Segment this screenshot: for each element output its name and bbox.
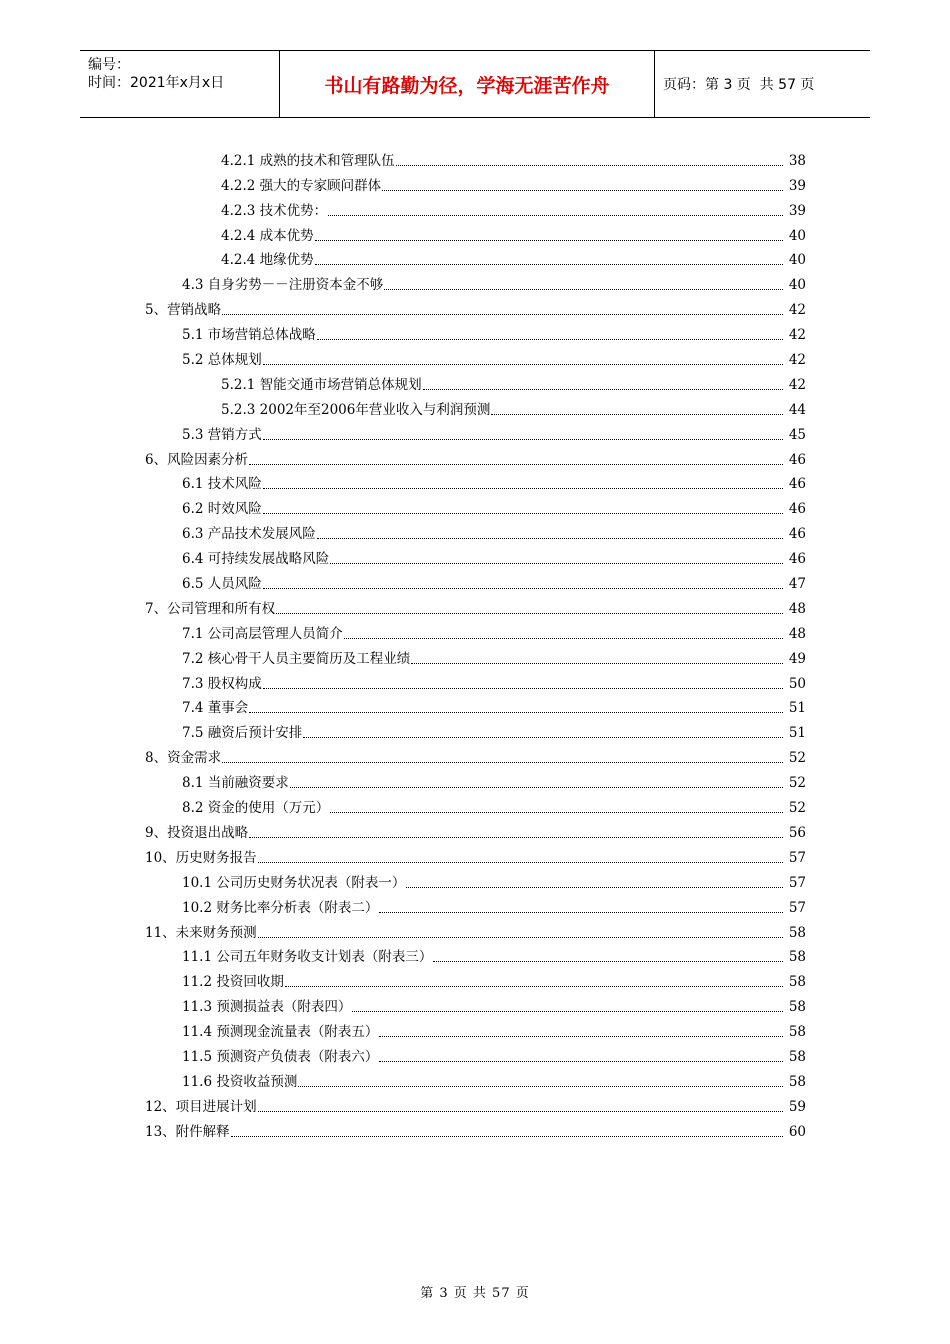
toc-leader-dots: [330, 811, 783, 813]
toc-entry-page: 52: [788, 775, 806, 792]
toc-leader-dots: [276, 612, 783, 614]
toc-entry[interactable]: [0, 867, 950, 892]
toc-entry-page: 40: [788, 252, 806, 269]
toc-entry[interactable]: [0, 643, 950, 668]
header-motto: 书山有路勤为径，学海无涯苦作舟: [280, 51, 655, 117]
toc-leader-dots: [406, 886, 783, 888]
toc-entry[interactable]: [0, 319, 950, 344]
toc-entry[interactable]: [0, 668, 950, 693]
toc-entry-page: 58: [788, 974, 806, 991]
toc-entry-page: 45: [788, 426, 806, 443]
toc-entry-page: 58: [788, 1048, 806, 1065]
toc-leader-dots: [298, 1085, 783, 1087]
toc-leader-dots: [285, 985, 783, 987]
toc-leader-dots: [222, 761, 783, 763]
header-meta: [80, 51, 280, 117]
toc-entry-page: 57: [788, 849, 806, 866]
page-header: [80, 50, 870, 118]
toc-leader-dots: [317, 338, 783, 340]
toc-entry-page: 51: [788, 700, 806, 717]
toc-entry-page: 49: [788, 650, 806, 667]
toc-entry-title: 6.1 技术风险: [182, 476, 262, 493]
toc-entry-title: 11.4 预测现金流量表（附表五）: [182, 1024, 379, 1041]
toc-entry-page: 59: [788, 1098, 806, 1115]
toc-entry-title: 9、投资退出战略: [145, 824, 249, 841]
toc-leader-dots: [411, 662, 783, 664]
toc-leader-dots: [315, 263, 783, 265]
toc-leader-dots: [433, 960, 783, 962]
toc-entry-title: 6.4 可持续发展战略风险: [182, 551, 330, 568]
toc-entry-page: 38: [788, 152, 806, 169]
toc-entry-title: 10.1 公司历史财务状况表（附表一）: [182, 874, 406, 891]
toc-entry-title: 6.3 产品技术发展风险: [182, 526, 316, 543]
toc-entry-title: 7.1 公司高层管理人员简介: [182, 625, 343, 642]
toc-entry-page: 52: [788, 800, 806, 817]
toc-leader-dots: [263, 487, 783, 489]
toc-entry-title: 4.2.3 技术优势：: [221, 202, 328, 219]
toc-entry-page: 39: [788, 202, 806, 219]
toc-entry[interactable]: [0, 419, 950, 444]
toc-entry-title: 7.3 股权构成: [182, 675, 262, 692]
toc-entry-title: 4.2.2 强大的专家顾问群体: [221, 177, 382, 194]
toc-entry[interactable]: [0, 518, 950, 543]
toc-entry-title: 5.3 营销方式: [182, 426, 262, 443]
toc-entry-page: 58: [788, 924, 806, 941]
toc-entry[interactable]: [0, 195, 950, 220]
toc-entry-title: 5、营销战略: [145, 302, 222, 319]
toc-entry[interactable]: [0, 717, 950, 742]
toc-leader-dots: [263, 587, 783, 589]
toc-entry[interactable]: [0, 444, 950, 469]
toc-entry[interactable]: [0, 394, 950, 419]
toc-entry-page: 57: [788, 899, 806, 916]
toc-entry[interactable]: [0, 170, 950, 195]
toc-entry-page: 57: [788, 874, 806, 891]
toc-entry-page: 51: [788, 725, 806, 742]
toc-entry-page: 46: [788, 526, 806, 543]
toc-entry[interactable]: [0, 294, 950, 319]
toc-entry-page: 60: [788, 1123, 806, 1140]
table-of-contents: [0, 145, 950, 1141]
toc-entry-title: 10.2 财务比率分析表（附表二）: [182, 899, 379, 916]
toc-entry-page: 58: [788, 1073, 806, 1090]
toc-leader-dots: [231, 1135, 783, 1137]
toc-entry[interactable]: [0, 543, 950, 568]
toc-leader-dots: [344, 637, 783, 639]
toc-entry[interactable]: [0, 245, 950, 270]
toc-entry[interactable]: [0, 369, 950, 394]
toc-leader-dots: [423, 388, 783, 390]
toc-entry[interactable]: [0, 767, 950, 792]
toc-entry-page: 42: [788, 327, 806, 344]
document-number-label: 编号：: [88, 57, 130, 73]
toc-entry-title: 5.2 总体规划: [182, 352, 262, 369]
toc-entry-page: 40: [788, 227, 806, 244]
toc-entry-title: 11.5 预测资产负债表（附表六）: [182, 1048, 379, 1065]
toc-entry-title: 5.2.3 2002年至2006年营业收入与利润预测: [221, 401, 491, 418]
toc-leader-dots: [303, 736, 783, 738]
toc-entry-page: 47: [788, 576, 806, 593]
toc-entry-title: 5.1 市场营销总体战略: [182, 327, 316, 344]
toc-entry-page: 42: [788, 376, 806, 393]
toc-leader-dots: [263, 687, 783, 689]
toc-entry-title: 4.2.4 地缘优势: [221, 252, 314, 269]
toc-entry-page: 39: [788, 177, 806, 194]
toc-entry[interactable]: [0, 269, 950, 294]
toc-leader-dots: [396, 164, 783, 166]
toc-entry[interactable]: [0, 493, 950, 518]
toc-entry-title: 11、未来财务预测: [145, 924, 257, 941]
toc-entry-page: 48: [788, 600, 806, 617]
toc-entry[interactable]: [0, 842, 950, 867]
toc-leader-dots: [315, 239, 783, 241]
toc-entry[interactable]: [0, 966, 950, 991]
toc-leader-dots: [384, 288, 783, 290]
toc-entry-page: 42: [788, 352, 806, 369]
toc-entry-title: 10、历史财务报告: [145, 849, 257, 866]
toc-leader-dots: [263, 363, 783, 365]
toc-entry-page: 44: [788, 401, 806, 418]
toc-entry-page: 58: [788, 999, 806, 1016]
toc-entry-title: 4.2.1 成熟的技术和管理队伍: [221, 152, 395, 169]
toc-entry-page: 40: [788, 277, 806, 294]
toc-entry[interactable]: [0, 892, 950, 917]
toc-entry-title: 7、公司管理和所有权: [145, 600, 276, 617]
toc-entry[interactable]: [0, 469, 950, 494]
toc-entry-page: 52: [788, 750, 806, 767]
toc-entry-page: 56: [788, 824, 806, 841]
toc-leader-dots: [249, 463, 783, 465]
toc-leader-dots: [222, 313, 783, 315]
toc-entry-title: 12、项目进展计划: [145, 1098, 257, 1115]
toc-entry-page: 50: [788, 675, 806, 692]
toc-leader-dots: [328, 214, 783, 216]
toc-entry[interactable]: [0, 1016, 950, 1041]
toc-leader-dots: [249, 711, 783, 713]
toc-entry-title: 6.5 人员风险: [182, 576, 262, 593]
toc-entry-title: 13、附件解释: [145, 1123, 230, 1140]
toc-leader-dots: [352, 1010, 783, 1012]
toc-entry-title: 11.6 投资收益预测: [182, 1073, 298, 1090]
toc-entry-page: 42: [788, 302, 806, 319]
document-time-label: 时间：2021年x月x日: [88, 75, 225, 91]
toc-leader-dots: [258, 1110, 783, 1112]
toc-entry-page: 48: [788, 625, 806, 642]
toc-leader-dots: [258, 861, 783, 863]
toc-leader-dots: [290, 786, 783, 788]
toc-entry[interactable]: [0, 1066, 950, 1091]
toc-entry-title: 7.4 董事会: [182, 700, 249, 717]
toc-leader-dots: [330, 562, 783, 564]
toc-entry[interactable]: [0, 1116, 950, 1141]
toc-entry[interactable]: [0, 220, 950, 245]
toc-entry[interactable]: [0, 618, 950, 643]
toc-entry-title: 11.1 公司五年财务收支计划表（附表三）: [182, 949, 433, 966]
toc-entry-title: 4.2.4 成本优势: [221, 227, 314, 244]
toc-leader-dots: [379, 1035, 783, 1037]
toc-entry[interactable]: [0, 917, 950, 942]
toc-entry-title: 7.2 核心骨干人员主要简历及工程业绩: [182, 650, 411, 667]
toc-entry[interactable]: [0, 942, 950, 967]
toc-entry-title: 11.3 预测损益表（附表四）: [182, 999, 352, 1016]
toc-entry[interactable]: [0, 1041, 950, 1066]
toc-leader-dots: [491, 413, 783, 415]
toc-leader-dots: [317, 537, 783, 539]
toc-entry[interactable]: [0, 344, 950, 369]
toc-entry-page: 46: [788, 501, 806, 518]
toc-entry-title: 5.2.1 智能交通市场营销总体规划: [221, 376, 422, 393]
toc-entry[interactable]: [0, 693, 950, 718]
toc-entry[interactable]: [0, 593, 950, 618]
toc-entry[interactable]: [0, 792, 950, 817]
toc-entry-title: 6、风险因素分析: [145, 451, 249, 468]
toc-entry[interactable]: [0, 145, 950, 170]
toc-entry-title: 11.2 投资回收期: [182, 974, 284, 991]
toc-leader-dots: [379, 1060, 783, 1062]
toc-entry[interactable]: [0, 1091, 950, 1116]
toc-entry-title: 7.5 融资后预计安排: [182, 725, 303, 742]
toc-entry-title: 8.1 当前融资要求: [182, 775, 289, 792]
toc-leader-dots: [249, 836, 783, 838]
toc-entry-page: 46: [788, 451, 806, 468]
toc-entry-title: 6.2 时效风险: [182, 501, 262, 518]
header-page-info: [655, 51, 870, 117]
header-page-count: 页码：第 3 页 共 57 页: [663, 77, 815, 93]
toc-entry-title: 8、资金需求: [145, 750, 222, 767]
toc-leader-dots: [382, 189, 783, 191]
toc-leader-dots: [263, 512, 783, 514]
toc-entry[interactable]: [0, 991, 950, 1016]
toc-entry[interactable]: [0, 817, 950, 842]
toc-leader-dots: [263, 438, 783, 440]
toc-entry-page: 58: [788, 949, 806, 966]
toc-entry-page: 46: [788, 551, 806, 568]
toc-entry-title: 8.2 资金的使用（万元）: [182, 800, 330, 817]
toc-entry[interactable]: [0, 742, 950, 767]
toc-leader-dots: [258, 936, 783, 938]
toc-entry[interactable]: [0, 568, 950, 593]
toc-entry-page: 58: [788, 1024, 806, 1041]
toc-entry-title: 4.3 自身劣势－－注册资本金不够: [182, 277, 384, 294]
toc-entry-page: 46: [788, 476, 806, 493]
toc-leader-dots: [379, 911, 783, 913]
page-footer: 第 3 页 共 57 页: [420, 1286, 530, 1301]
